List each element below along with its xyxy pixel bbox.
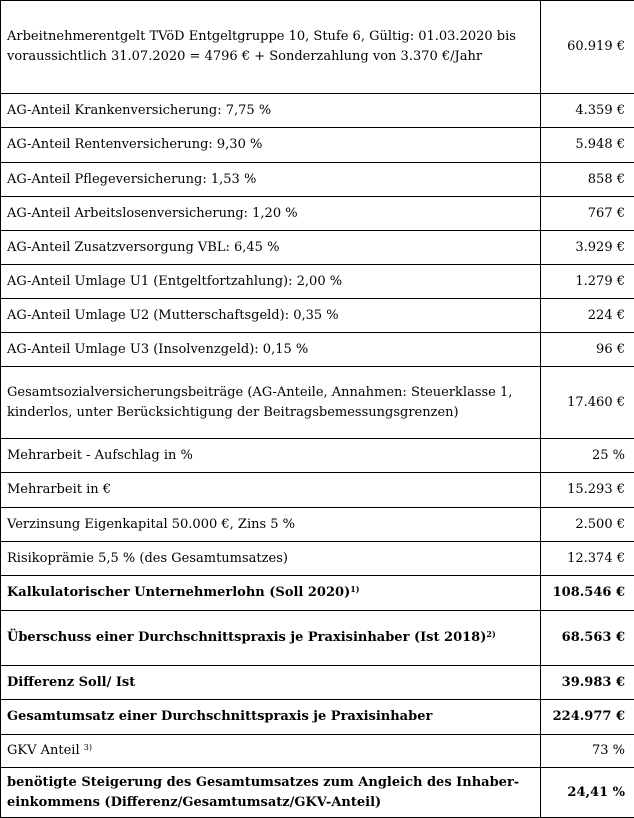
row-label: GKV Anteil $^{3)}$ [1, 735, 541, 768]
row-label: AG-Anteil Krankenversicherung: 7,75 % [1, 94, 541, 128]
row-label: Mehrarbeit in € [1, 473, 541, 508]
row-label: AG-Anteil Umlage U1 (Entgeltfortzahlung): 2,00 % [1, 265, 541, 299]
row-label: Gesamtumsatz einer Durchschnittspraxis je Praxisinhaber [1, 700, 541, 735]
row-value: 4.359 € [541, 94, 634, 128]
row-label: Arbeitnehmerentgelt TVöD Entgeltgruppe 10, Stufe 6, Gültig: 01.03.2020 bis voraussichtlich 31.07.2020 = 4796 € + Sonderzahlung von 3.370 €/Jahr [1, 1, 541, 94]
row-value: 60.919 € [541, 1, 634, 94]
row-value: 73 % [541, 735, 634, 768]
row-value: 17.460 € [541, 367, 634, 439]
table-row [1, 128, 634, 163]
row-value: 5.948 € [541, 128, 634, 163]
row-value: 24,41 % [541, 768, 634, 818]
row-label: Kalkulatorischer Unternehmerlohn (Soll 2020)$^{1)}$ [1, 576, 541, 611]
table-row [1, 94, 634, 128]
row-value: 12.374 € [541, 542, 634, 576]
row-value: 767 € [541, 197, 634, 231]
row-label: benötigte Steigerung des Gesamtumsatzes zum Angleich des Inhaber-einkommens (Differenz/Gesamtumsatz/GKV-Anteil) [1, 768, 541, 818]
row-value: 25 % [541, 439, 634, 473]
row-label: AG-Anteil Rentenversicherung: 9,30 % [1, 128, 541, 163]
table-row [1, 666, 634, 700]
table-row [1, 735, 634, 768]
table-row [1, 576, 634, 611]
row-label: AG-Anteil Umlage U3 (Insolvenzgeld): 0,15 % [1, 333, 541, 367]
table-row [1, 542, 634, 576]
row-label: AG-Anteil Umlage U2 (Mutterschaftsgeld): 0,35 % [1, 299, 541, 333]
table-row [1, 231, 634, 265]
table-row [1, 197, 634, 231]
row-label: AG-Anteil Zusatzversorgung VBL: 6,45 % [1, 231, 541, 265]
row-label: Differenz Soll/ Ist [1, 666, 541, 700]
row-label: AG-Anteil Pflegeversicherung: 1,53 % [1, 163, 541, 197]
table-row [1, 333, 634, 367]
table-row [1, 508, 634, 542]
row-value: 96 € [541, 333, 634, 367]
row-value: 858 € [541, 163, 634, 197]
row-label: Überschuss einer Durchschnittspraxis je Praxisinhaber (Ist 2018)$^{2)}$ [1, 611, 541, 666]
table-row [1, 439, 634, 473]
table-row [1, 700, 634, 735]
row-label: Gesamtsozialversicherungsbeiträge (AG-Anteile, Annahmen: Steuerklasse 1, kinderlos, unter Berücksichtigung der Beitragsbemessungsgrenzen) [1, 367, 541, 439]
row-value: 15.293 € [541, 473, 634, 508]
table-row [1, 367, 634, 439]
row-label: AG-Anteil Arbeitslosenversicherung: 1,20 % [1, 197, 541, 231]
table-row [1, 265, 634, 299]
table-row [1, 611, 634, 666]
table-row [1, 473, 634, 508]
row-value: 3.929 € [541, 231, 634, 265]
table-row [1, 299, 634, 333]
row-label: Verzinsung Eigenkapital 50.000 €, Zins 5 % [1, 508, 541, 542]
row-label: Risikoprämie 5,5 % (des Gesamtumsatzes) [1, 542, 541, 576]
row-value: 39.983 € [541, 666, 634, 700]
row-value: 2.500 € [541, 508, 634, 542]
table-row [1, 1, 634, 94]
table-row [1, 768, 634, 818]
row-label: Mehrarbeit - Aufschlag in % [1, 439, 541, 473]
row-value: 1.279 € [541, 265, 634, 299]
row-value: 108.546 € [541, 576, 634, 611]
row-value: 224 € [541, 299, 634, 333]
table-row [1, 163, 634, 197]
row-value: 224.977 € [541, 700, 634, 735]
row-value: 68.563 € [541, 611, 634, 666]
